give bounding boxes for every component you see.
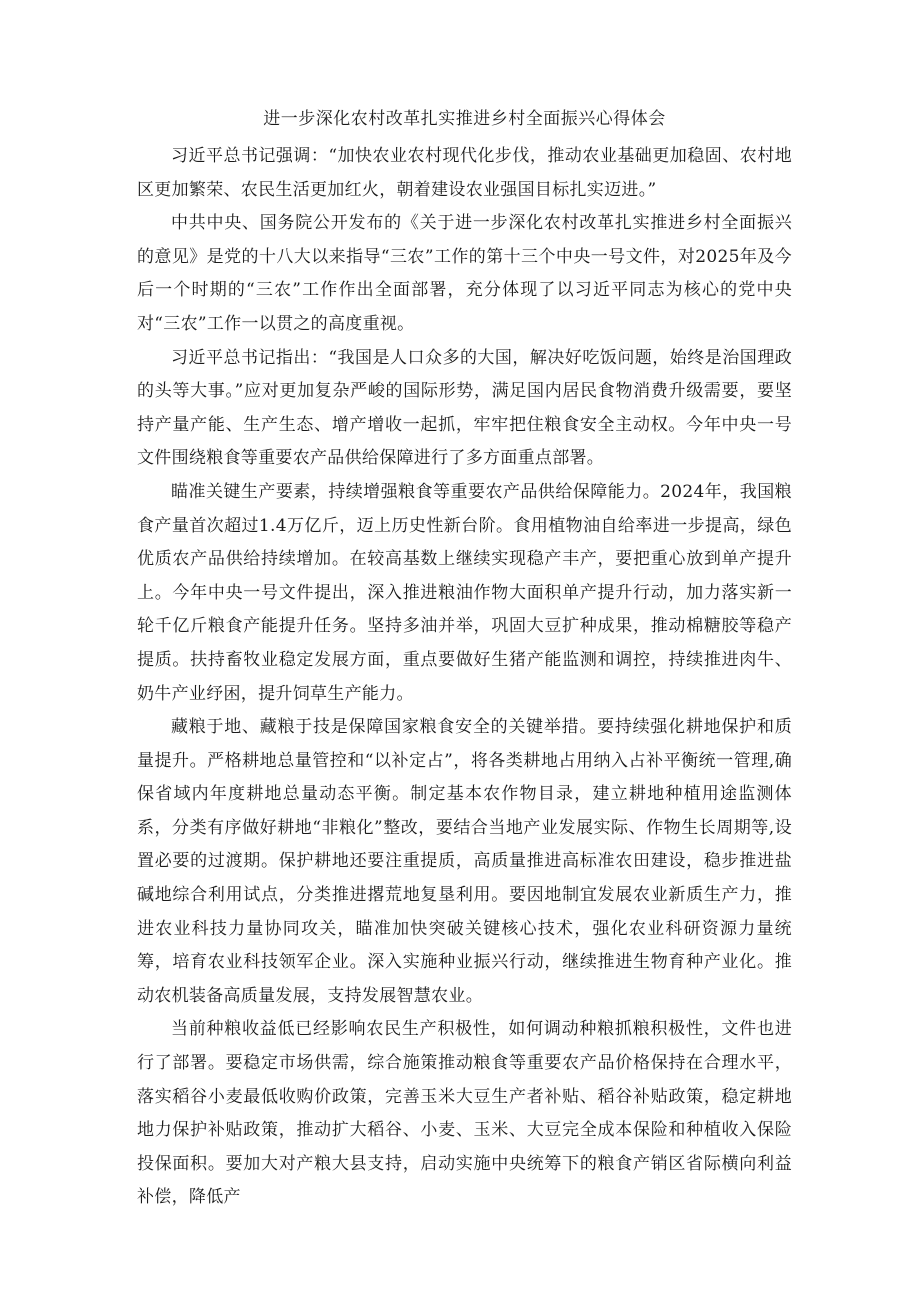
paragraph-5: 藏粮于地、藏粮于技是保障国家粮食安全的关键举措。要持续强化耕地保护和质量提升。严格耕地总量管控和“以补定占”，将各类耕地占用纳入占补平衡统一管理,确保省域内年度耕地总量动态平衡。制定基本农作物目录，建立耕地种植用途监测体系，分类有序做好耕地“非粮化”整改，要结合当地产业发展实际、作物生长周期等,设置必要的过渡期。保护耕地还要注重提质，高质量推进高标准农田建设，稳步推进盐碱地综合利用试点，分类推进撂荒地复垦利用。要因地制宜发展农业新质生产力，推进农业科技力量协同攻关，瞄准加快突破关键核心技术，强化农业科研资源力量统筹，培育农业科技领军企业。深入实施种业振兴行动，继续推进生物育种产业化。推动农机装备高质量发展，支持发展智慧农业。 xyxy=(137,717,792,1006)
paragraph-4: 瞄准关键生产要素，持续增强粮食等重要农产品供给保障能力。2024年，我国粮食产量首次超过1.4万亿斤，迈上历史性新台阶。食用植物油自给率进一步提高，绿色优质农产品供给持续增加。在较高基数上继续实现稳产丰产，要把重心放到单产提升上。今年中央一号文件提出，深入推进粮油作物大面积单产提升行动，加力落实新一轮千亿斤粮食产能提升任务。坚持多油并举，巩固大豆扩种成果，推动棉糖胶等稳产提质。扶持畜牧业稳定发展方面，重点要做好生猪产能监测和调控，持续推进肉牛、奶牛产业纾困，提升饲草生产能力。 xyxy=(137,481,792,704)
paragraph-2: 中共中央、国务院公开发布的《关于进一步深化农村改革扎实推进乡村全面振兴的意见》是党的十八大以来指导“三农”工作的第十三个中央一号文件，对2025年及今后一个时期的“三农”工作作出全面部署，充分体现了以习近平同志为核心的党中央对“三农”工作一以贯之的高度重视。 xyxy=(137,213,792,334)
paragraph-3: 习近平总书记指出：“我国是人口众多的大国，解决好吃饭问题，始终是治国理政的头等大事。”应对更加复杂严峻的国际形势，满足国内居民食物消费升级需要，要坚持产量产能、生产生态、增产增收一起抓，牢牢把住粮食安全主动权。今年中央一号文件围绕粮食等重要农产品供给保障进行了多方面重点部署。 xyxy=(137,347,792,469)
document-title: 进一步深化农村改革扎实推进乡村全面振兴心得体会 xyxy=(263,109,666,129)
paragraph-6: 当前种粮收益低已经影响农民生产积极性，如何调动种粮抓粮积极性，文件也进行了部署。要稳定市场供需，综合施策推动粮食等重要农产品价格保持在合理水平，落实稻谷小麦最低收购价政策，完善玉米大豆生产者补贴、稻谷补贴政策，稳定耕地地力保护补贴政策，推动扩大稻谷、小麦、玉米、大豆完全成本保险和种植收入保险投保面积。要加大对产粮大县支持，启动实施中央统筹下的粮食产销区省际横向利益补偿，降低产 xyxy=(137,1019,792,1208)
paragraph-1: 习近平总书记强调：“加快农业农村现代化步伐，推动农业基础更加稳固、农村地区更加繁荣、农民生活更加红火，朝着建设农业强国目标扎实迈进。” xyxy=(137,146,792,200)
